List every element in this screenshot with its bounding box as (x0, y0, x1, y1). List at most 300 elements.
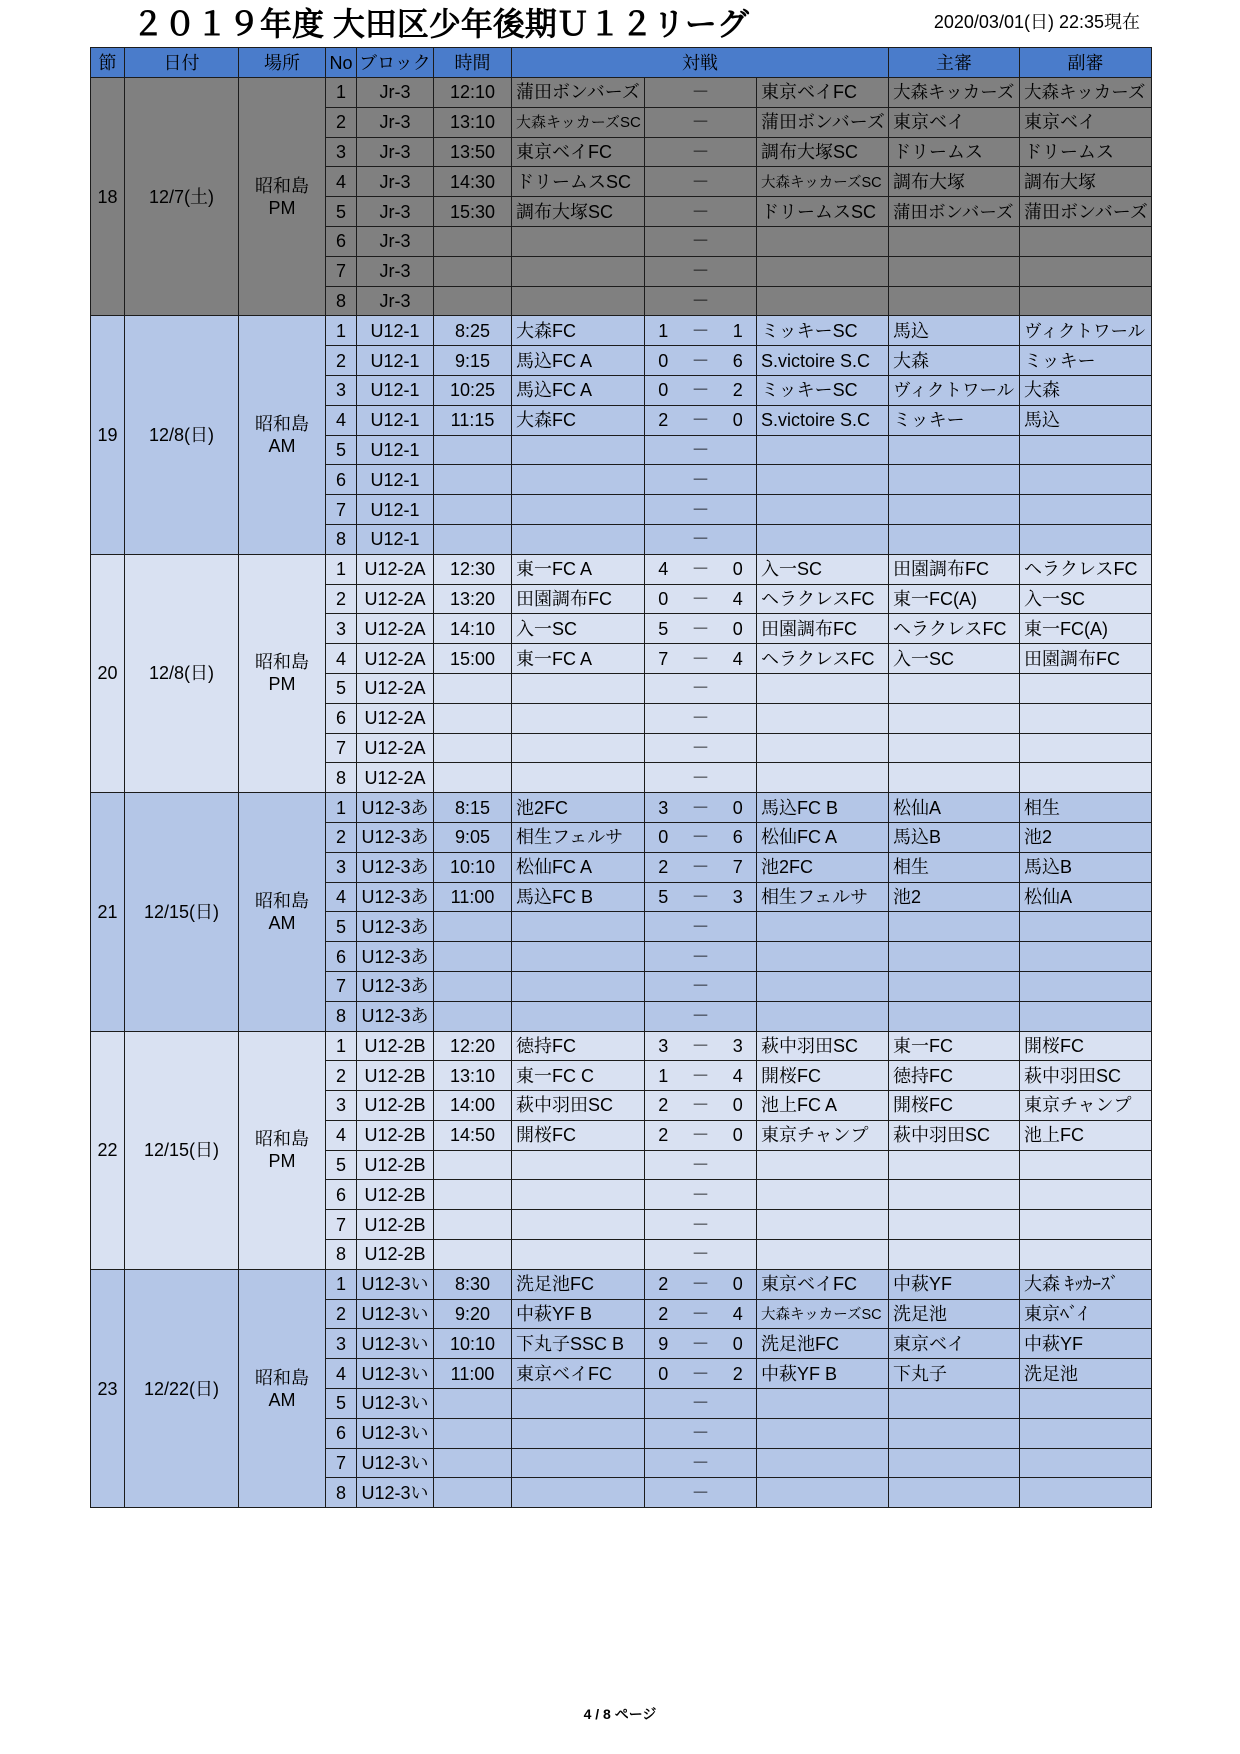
block-cell (357, 495, 434, 525)
home-score-cell (645, 852, 682, 882)
home-score-cell (645, 1150, 682, 1180)
score-separator-cell (682, 346, 720, 376)
block: U12-2A (364, 737, 426, 758)
kickoff-time-cell (434, 912, 512, 942)
match-no: 2 (335, 588, 346, 609)
kickoff-time: 10:25 (449, 380, 496, 401)
away-team-cell (757, 1091, 889, 1121)
home-score-cell (645, 197, 682, 227)
home-score: 0 (658, 1363, 669, 1384)
match-no: 2 (335, 350, 346, 371)
away-team: 中萩YF B (761, 1363, 838, 1384)
kickoff-time: 9:15 (454, 350, 491, 371)
home-score: 2 (658, 1125, 669, 1146)
round: 23 (97, 1378, 118, 1399)
block: Jr-3 (379, 261, 411, 282)
assistant-referee: ドリームス (1024, 141, 1115, 162)
score-separator: － (691, 1333, 710, 1354)
match-no-cell (326, 763, 357, 793)
match-no-cell (326, 1091, 357, 1121)
score-separator-cell (682, 197, 720, 227)
venue-cell (239, 793, 326, 1031)
match-row (91, 554, 1152, 584)
home-score-cell (645, 167, 682, 197)
kickoff-time: 15:00 (449, 648, 496, 669)
away-team: 蒲田ボンバーズ (761, 112, 885, 133)
kickoff-time-cell (434, 107, 512, 137)
away-score: 0 (732, 1274, 743, 1295)
match-no: 6 (335, 469, 346, 490)
assistant-referee-cell (1020, 375, 1152, 405)
block-cell (357, 286, 434, 316)
block-cell (357, 971, 434, 1001)
home-score: 2 (658, 857, 669, 878)
score-separator: － (691, 827, 710, 848)
referee-cell (889, 614, 1020, 644)
venue-session: AM (268, 1389, 296, 1410)
match-no: 4 (335, 1363, 346, 1384)
referee-cell (889, 78, 1020, 108)
home-score-cell (645, 733, 682, 763)
assistant-referee: 洗足池 (1024, 1363, 1079, 1384)
block-cell (357, 1031, 434, 1061)
home-team-cell (512, 107, 645, 137)
block-cell (357, 733, 434, 763)
match-no-cell (326, 971, 357, 1001)
away-score-cell (720, 912, 757, 942)
block: U12-1 (370, 439, 420, 460)
kickoff-time-cell (434, 167, 512, 197)
referee: ドリームス (893, 141, 984, 162)
kickoff-time-cell (434, 971, 512, 1001)
kickoff-time: 9:05 (454, 827, 491, 848)
home-team: 調布大塚SC (516, 201, 614, 222)
home-team-cell (512, 1418, 645, 1448)
home-team-cell (512, 137, 645, 167)
home-score-cell (645, 1180, 682, 1210)
referee: 下丸子 (893, 1363, 948, 1384)
venue-session: AM (268, 912, 296, 933)
block: U12-2A (364, 559, 426, 580)
referee: 洗足池 (893, 1304, 948, 1325)
kickoff-time-cell (434, 1001, 512, 1031)
kickoff-time: 9:20 (454, 1304, 491, 1325)
assistant-referee-cell (1020, 346, 1152, 376)
date-cell (125, 793, 239, 1031)
match-no: 1 (335, 559, 346, 580)
home-team: 洗足池FC (516, 1274, 594, 1295)
kickoff-time-cell (434, 1329, 512, 1359)
away-team: 開桜FC (761, 1065, 821, 1086)
score-separator-cell (682, 1329, 720, 1359)
header-match: 対戦 (512, 48, 889, 78)
kickoff-time-cell (434, 882, 512, 912)
score-separator-cell (682, 524, 720, 554)
score-separator: － (691, 1065, 710, 1086)
home-team-cell (512, 1329, 645, 1359)
home-team: 池2FC (516, 797, 569, 818)
home-score: 0 (658, 827, 669, 848)
home-team-cell (512, 226, 645, 256)
score-separator-cell (682, 256, 720, 286)
home-team-cell (512, 614, 645, 644)
block: U12-3い (361, 1453, 429, 1474)
away-score: 6 (732, 827, 743, 848)
away-score-cell (720, 1150, 757, 1180)
away-score-cell (720, 733, 757, 763)
block: U12-2B (364, 1155, 426, 1176)
date-cell (125, 554, 239, 792)
header-assistant-referee: 副審 (1020, 48, 1152, 78)
away-score: 0 (732, 797, 743, 818)
away-score: 0 (732, 618, 743, 639)
assistant-referee-cell (1020, 1359, 1152, 1389)
away-score: 2 (732, 1363, 743, 1384)
assistant-referee: 東京ベイ (1024, 112, 1097, 133)
match-no-cell (326, 78, 357, 108)
assistant-referee-cell (1020, 1448, 1152, 1478)
score-separator: － (691, 290, 710, 311)
kickoff-time: 14:00 (449, 1095, 496, 1116)
away-team-cell (757, 1299, 889, 1329)
block-cell (357, 1210, 434, 1240)
assistant-referee-cell (1020, 1478, 1152, 1508)
home-score-cell (645, 1448, 682, 1478)
match-no-cell (326, 405, 357, 435)
home-score-cell (645, 1478, 682, 1508)
match-no: 5 (335, 439, 346, 460)
referee-cell (889, 495, 1020, 525)
home-team-cell (512, 405, 645, 435)
home-team-cell (512, 197, 645, 227)
venue-session: AM (268, 436, 296, 457)
assistant-referee-cell (1020, 882, 1152, 912)
kickoff-time-cell (434, 435, 512, 465)
away-team: ヘラクレスFC (761, 588, 875, 609)
home-score: 3 (658, 797, 669, 818)
assistant-referee: ミッキー (1024, 350, 1096, 371)
away-score-cell (720, 495, 757, 525)
score-separator-cell (682, 1001, 720, 1031)
block: U12-3あ (361, 886, 429, 907)
match-no: 4 (335, 410, 346, 431)
assistant-referee: 入一SC (1024, 588, 1086, 609)
score-separator: － (691, 916, 710, 937)
home-team-cell (512, 584, 645, 614)
score-separator-cell (682, 584, 720, 614)
kickoff-time: 12:30 (449, 559, 496, 580)
referee-cell (889, 1389, 1020, 1419)
header-date: 日付 (125, 48, 239, 78)
venue-session: PM (268, 197, 296, 218)
header-block: ブロック (357, 48, 434, 78)
header-referee: 主審 (889, 48, 1020, 78)
assistant-referee-cell (1020, 316, 1152, 346)
home-team: 大森FC (516, 320, 576, 341)
away-team: 池2FC (761, 857, 814, 878)
assistant-referee-cell (1020, 1269, 1152, 1299)
block: U12-3い (361, 1363, 429, 1384)
referee-cell (889, 286, 1020, 316)
assistant-referee: 馬込 (1024, 410, 1061, 431)
match-no-cell (326, 346, 357, 376)
away-team-cell (757, 1329, 889, 1359)
score-separator-cell (682, 882, 720, 912)
away-score-cell (720, 793, 757, 823)
referee: ミッキー (893, 410, 965, 431)
header-match-no: No (326, 48, 357, 78)
score-separator-cell (682, 465, 720, 495)
round: 20 (97, 663, 118, 684)
match-no: 4 (335, 1125, 346, 1146)
block: U12-1 (370, 320, 420, 341)
home-team-cell (512, 167, 645, 197)
header-row (91, 48, 1152, 78)
kickoff-time-cell (434, 1448, 512, 1478)
round-cell (91, 793, 125, 1031)
block-cell (357, 793, 434, 823)
home-team-cell (512, 316, 645, 346)
assistant-referee: 中萩YF (1024, 1333, 1084, 1354)
score-separator-cell (682, 1478, 720, 1508)
away-score-cell (720, 256, 757, 286)
kickoff-time-cell (434, 673, 512, 703)
venue-name: 昭和島 (255, 1129, 309, 1150)
block-cell (357, 375, 434, 405)
match-no: 8 (335, 1006, 346, 1027)
home-team-cell (512, 733, 645, 763)
home-score: 0 (658, 380, 669, 401)
kickoff-time-cell (434, 1210, 512, 1240)
referee-cell (889, 226, 1020, 256)
kickoff-time-cell (434, 1061, 512, 1091)
away-team-cell (757, 1359, 889, 1389)
score-separator: － (691, 1393, 710, 1414)
away-team: 東京チャンプ (761, 1125, 869, 1146)
block-cell (357, 882, 434, 912)
match-no-cell (326, 1329, 357, 1359)
away-score-cell (720, 763, 757, 793)
away-team-cell (757, 1210, 889, 1240)
block-cell (357, 1240, 434, 1270)
kickoff-time-cell (434, 316, 512, 346)
match-no-cell (326, 912, 357, 942)
away-team: S.victoire S.C (761, 410, 871, 431)
home-team: 蒲田ボンバーズ (516, 82, 640, 103)
away-team-cell (757, 1120, 889, 1150)
match-no: 7 (335, 499, 346, 520)
match-no-cell (326, 524, 357, 554)
away-team-cell (757, 286, 889, 316)
away-score: 3 (732, 1035, 743, 1056)
score-separator: － (691, 708, 710, 729)
block: U12-1 (370, 529, 420, 550)
home-team-cell (512, 78, 645, 108)
referee-cell (889, 971, 1020, 1001)
home-score-cell (645, 1269, 682, 1299)
home-score-cell (645, 316, 682, 346)
referee-cell (889, 1359, 1020, 1389)
kickoff-time: 11:15 (450, 410, 495, 431)
away-team-cell (757, 78, 889, 108)
kickoff-time: 10:10 (449, 1333, 496, 1354)
block: U12-3い (361, 1304, 429, 1325)
block: Jr-3 (379, 171, 411, 192)
home-score: 2 (658, 1304, 669, 1325)
match-no: 2 (335, 112, 346, 133)
kickoff-time-cell (434, 763, 512, 793)
home-score: 0 (658, 350, 669, 371)
match-no-cell (326, 852, 357, 882)
block: U12-2B (364, 1065, 426, 1086)
block-cell (357, 435, 434, 465)
block: U12-2B (364, 1095, 426, 1116)
referee-cell (889, 882, 1020, 912)
away-team: ミッキーSC (761, 320, 858, 341)
score-separator: － (691, 946, 710, 967)
assistant-referee-cell (1020, 256, 1152, 286)
assistant-referee-cell (1020, 614, 1152, 644)
referee-cell (889, 346, 1020, 376)
round: 18 (97, 186, 118, 207)
score-separator-cell (682, 793, 720, 823)
block: U12-1 (370, 410, 420, 431)
match-row (91, 1031, 1152, 1061)
block-cell (357, 1061, 434, 1091)
score-separator-cell (682, 1418, 720, 1448)
score-separator-cell (682, 226, 720, 256)
date: 12/15(日) (143, 901, 220, 922)
score-separator: － (691, 1244, 710, 1265)
date-cell (125, 78, 239, 316)
away-score-cell (720, 197, 757, 227)
date-cell (125, 1031, 239, 1269)
block-cell (357, 614, 434, 644)
match-no: 4 (335, 171, 346, 192)
block-cell (357, 644, 434, 674)
match-no-cell (326, 316, 357, 346)
match-no-cell (326, 644, 357, 674)
match-no-cell (326, 1448, 357, 1478)
round-cell (91, 1269, 125, 1507)
score-separator-cell (682, 137, 720, 167)
home-score-cell (645, 1240, 682, 1270)
home-team-cell (512, 1299, 645, 1329)
assistant-referee-cell (1020, 107, 1152, 137)
away-score-cell (720, 375, 757, 405)
block-cell (357, 1389, 434, 1419)
assistant-referee-cell (1020, 644, 1152, 674)
referee-cell (889, 1120, 1020, 1150)
match-no: 7 (335, 1453, 346, 1474)
away-team-cell (757, 524, 889, 554)
referee-cell (889, 137, 1020, 167)
referee-cell (889, 435, 1020, 465)
assistant-referee: 東一FC(A) (1024, 618, 1109, 639)
home-team-cell (512, 1478, 645, 1508)
assistant-referee-cell (1020, 793, 1152, 823)
block: U12-2B (364, 1214, 426, 1235)
away-team: 池上FC A (761, 1095, 838, 1116)
away-score-cell (720, 703, 757, 733)
home-score: 5 (658, 618, 669, 639)
away-score-cell (720, 1329, 757, 1359)
home-score-cell (645, 1031, 682, 1061)
schedule-table (90, 47, 1152, 1508)
away-score: 4 (732, 1065, 743, 1086)
home-team: 入一SC (516, 618, 578, 639)
block-cell (357, 1269, 434, 1299)
assistant-referee-cell (1020, 852, 1152, 882)
away-score: 4 (732, 588, 743, 609)
match-no-cell (326, 1269, 357, 1299)
away-team-cell (757, 614, 889, 644)
match-row (91, 316, 1152, 346)
kickoff-time: 13:20 (449, 588, 496, 609)
kickoff-time: 11:00 (450, 1363, 495, 1384)
home-score: 3 (658, 1035, 669, 1056)
block: U12-3い (361, 1393, 429, 1414)
kickoff-time-cell (434, 1389, 512, 1419)
match-no: 8 (335, 1244, 346, 1265)
score-separator-cell (682, 852, 720, 882)
home-score-cell (645, 673, 682, 703)
block-cell (357, 78, 434, 108)
assistant-referee-cell (1020, 435, 1152, 465)
home-team: 萩中羽田SC (516, 1095, 614, 1116)
round-cell (91, 1031, 125, 1269)
block: Jr-3 (379, 82, 411, 103)
home-score-cell (645, 971, 682, 1001)
score-separator: － (691, 231, 710, 252)
block: U12-3あ (361, 916, 429, 937)
score-separator-cell (682, 1299, 720, 1329)
referee-cell (889, 554, 1020, 584)
venue-name: 昭和島 (255, 175, 309, 196)
away-team: 大森キッカーズSC (761, 174, 882, 191)
kickoff-time-cell (434, 197, 512, 227)
match-no-cell (326, 673, 357, 703)
referee-cell (889, 644, 1020, 674)
away-team-cell (757, 256, 889, 286)
score-separator: － (691, 618, 710, 639)
score-separator-cell (682, 1269, 720, 1299)
home-score-cell (645, 226, 682, 256)
venue-cell (239, 78, 326, 316)
away-team: 入一SC (761, 559, 823, 580)
away-score-cell (720, 465, 757, 495)
date: 12/22(日) (143, 1378, 220, 1399)
home-team-cell (512, 1210, 645, 1240)
home-score-cell (645, 137, 682, 167)
match-no: 3 (335, 1333, 346, 1354)
away-team-cell (757, 733, 889, 763)
block-cell (357, 554, 434, 584)
block-cell (357, 524, 434, 554)
home-score-cell (645, 614, 682, 644)
away-team-cell (757, 584, 889, 614)
block-cell (357, 1418, 434, 1448)
match-no: 7 (335, 1214, 346, 1235)
home-score-cell (645, 495, 682, 525)
kickoff-time-cell (434, 375, 512, 405)
away-score-cell (720, 346, 757, 376)
match-no: 5 (335, 201, 346, 222)
home-score-cell (645, 703, 682, 733)
away-score: 2 (732, 380, 743, 401)
home-score-cell (645, 882, 682, 912)
match-row (91, 793, 1152, 823)
